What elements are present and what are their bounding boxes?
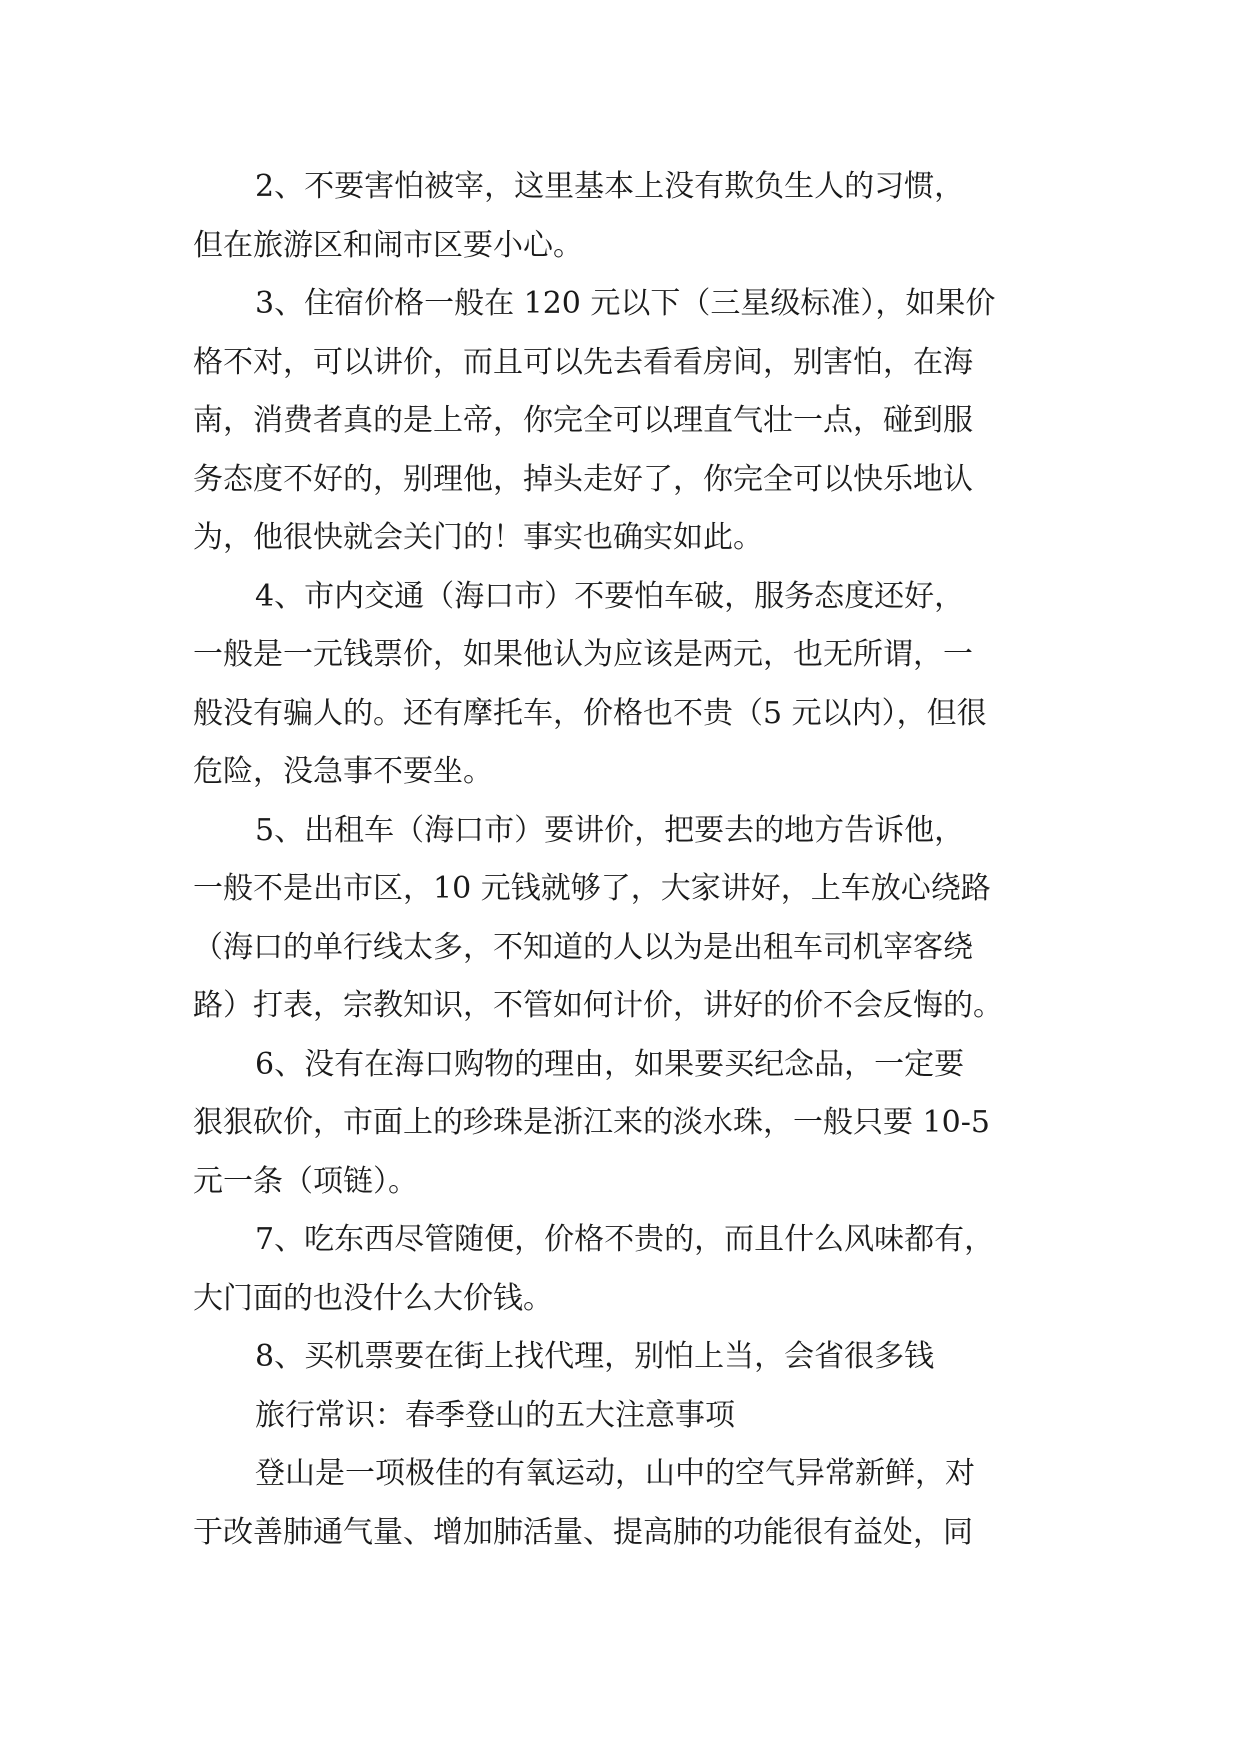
text-line: 8、买机票要在街上找代理，别怕上当，会省很多钱 xyxy=(255,1339,935,1374)
text-line: 务态度不好的，别理他，掉头走好了，你完全可以快乐地认 xyxy=(193,461,973,497)
text-line: 格不对，可以讲价，而且可以先去看看房间，别害怕，在海 xyxy=(193,344,973,380)
text-line: 大门面的也没什么大价钱。 xyxy=(193,1280,553,1316)
document-body xyxy=(193,158,1053,1562)
text-line: 3、住宿价格一般在 120 元以下（三星级标准），如果价 xyxy=(255,286,996,321)
text-line: 5、出租车（海口市）要讲价，把要去的地方告诉他， xyxy=(255,812,965,848)
text-line: 南，消费者真的是上帝，你完全可以理直气壮一点，碰到服 xyxy=(193,403,973,438)
text-line: 元一条（项链）。 xyxy=(193,1163,418,1199)
text-line: 为，他很快就会关门的！事实也确实如此。 xyxy=(193,520,763,555)
text-line: 登山是一项极佳的有氧运动，山中的空气异常新鲜，对 xyxy=(255,1456,975,1491)
text-line: 4、市内交通（海口市）不要怕车破，服务态度还好， xyxy=(255,578,965,614)
text-line: 于改善肺通气量、增加肺活量、提高肺的功能很有益处，同 xyxy=(193,1514,973,1550)
text-line: 狠狠砍价，市面上的珍珠是浙江来的淡水珠，一般只要 10-5 xyxy=(193,1105,990,1140)
text-line: 但在旅游区和闹市区要小心。 xyxy=(193,227,583,263)
text-line: 一般不是出市区，10 元钱就够了，大家讲好，上车放心绕路 xyxy=(193,871,991,906)
text-line: 7、吃东西尽管随便，价格不贵的，而且什么风味都有， xyxy=(255,1222,995,1257)
text-line: 危险，没急事不要坐。 xyxy=(193,754,493,789)
text-line: 般没有骗人的。还有摩托车，价格也不贵（5 元以内），但很 xyxy=(193,695,987,731)
text-line: 旅行常识：春季登山的五大注意事项 xyxy=(255,1397,735,1433)
text-line: 一般是一元钱票价，如果他认为应该是两元，也无所谓，一 xyxy=(193,637,973,672)
text-line: 2、不要害怕被宰，这里基本上没有欺负生人的习惯， xyxy=(255,169,965,204)
text-line: 路）打表，宗教知识，不管如何计价，讲好的价不会反悔的。 xyxy=(193,988,1003,1023)
text-line: （海口的单行线太多，不知道的人以为是出租车司机宰客绕 xyxy=(193,929,973,965)
text-line: 6、没有在海口购物的理由，如果要买纪念品，一定要 xyxy=(255,1046,965,1082)
